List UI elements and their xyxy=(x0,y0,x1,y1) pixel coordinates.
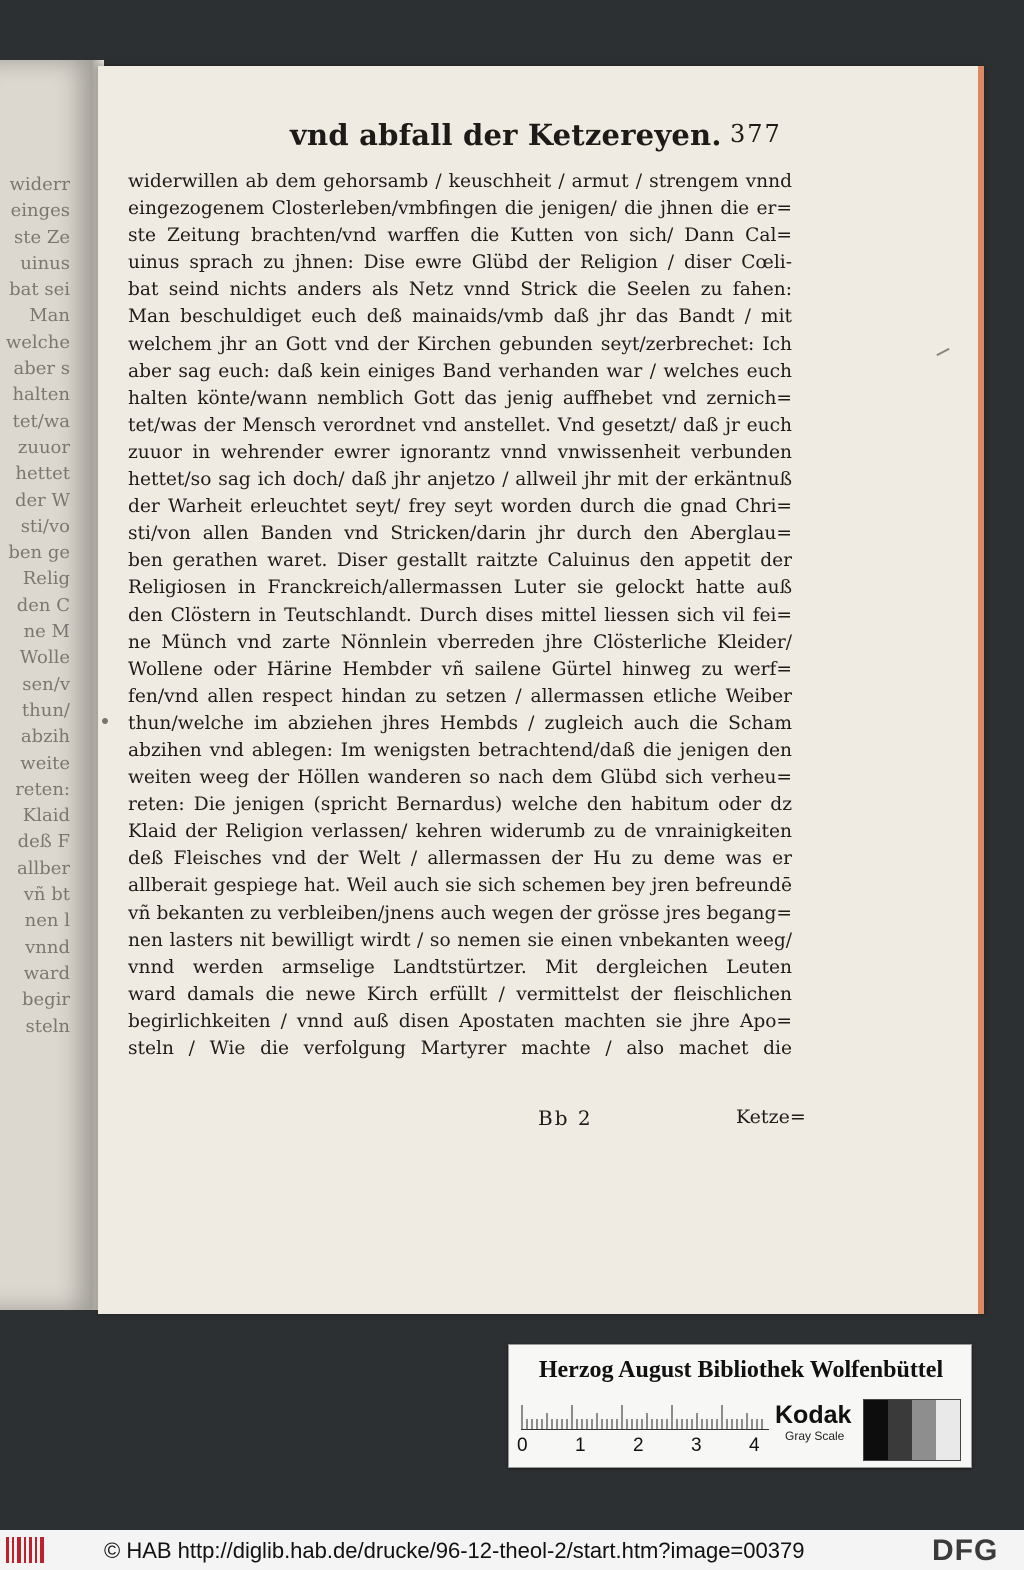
left-page-line: welche xyxy=(5,331,70,353)
scale-ruler xyxy=(521,1403,769,1430)
text-line: den Clöstern in Teutschlandt. Durch dises mittel liessen sich vil fei= xyxy=(128,604,792,626)
text-line: fen/vnd allen respect hindan zu setzen / allermassen etliche Weiber xyxy=(128,685,792,707)
text-line: widerwillen ab dem gehorsamb / keuschheit / armut / strengem vnnd xyxy=(128,171,792,192)
text-line: halten könte/wann nemblich Gott das jenig auffhebet vnd zernich= xyxy=(128,387,792,409)
gray-scale-label: Gray Scale xyxy=(785,1429,845,1443)
scale-label: 2 xyxy=(633,1435,644,1456)
left-page-line: thun/ xyxy=(21,699,70,721)
text-line: nen lasters nit bewilligt wirdt / so nemen sie einen vnbekanten weeg/ xyxy=(128,929,792,951)
page-number: 377 xyxy=(730,120,782,148)
text-line: hettet/so sag ich doch/ daß jhr anjetzo / allweil jhr mit der erkäntnuß xyxy=(128,469,792,491)
text-line: begirlichkeiten / vnnd auß disen Apostaten machten sie jhre Apo= xyxy=(128,1010,792,1032)
barcode-bars-icon xyxy=(6,1537,46,1563)
text-line: Klaid der Religion verlassen/ kehren widerumb zu de vnrainigkeiten xyxy=(128,821,792,843)
gray-swatch xyxy=(936,1400,960,1460)
text-line: tet/was der Mensch verordnet vnd anstellet. Vnd gesetzt/ daß jr euch xyxy=(128,414,792,436)
left-page-line: sen/v xyxy=(22,673,70,695)
text-line: bat seind nichts anders als Netz vnnd Strick die Seelen zu fahen: xyxy=(128,279,792,301)
right-page xyxy=(98,66,984,1314)
left-page-line: einges xyxy=(10,200,70,222)
left-page-line: abzih xyxy=(20,726,70,748)
text-line: welchem jhr an Gott vnd der Kirchen gebunden seyt/zerbrechet: Ich xyxy=(128,333,792,355)
left-page-line: aber s xyxy=(13,358,70,380)
text-line: Man beschuldiget euch deß mainaids/vmb daß jhr das Bandt / mit xyxy=(128,306,792,328)
viewer-footer xyxy=(0,1530,1024,1570)
text-line: ward damals die newe Kirch erfüllt / vermittelst der fleischlichen xyxy=(128,983,792,1005)
left-page-line: Wolle xyxy=(19,647,70,669)
text-line: der Warheit erleuchtet seyt/ frey seyt worden durch die gnad Chri= xyxy=(128,496,792,518)
text-line: vñ bekanten zu verbleiben/jnens auch wegen der grösse jres begang= xyxy=(128,902,792,924)
kodak-brand: Kodak xyxy=(775,1401,852,1429)
text-line: allberait gespiege hat. Weil auch sie sich schemen bey jren befreundē xyxy=(128,875,792,897)
left-page-line: der W xyxy=(14,489,70,511)
gray-swatch xyxy=(888,1400,912,1460)
scale-labels xyxy=(517,1435,777,1459)
left-page-line: widerr xyxy=(9,174,70,195)
left-page-line: tet/wa xyxy=(12,410,70,432)
catchword: Ketze= xyxy=(736,1106,806,1128)
scale-label: 0 xyxy=(517,1435,528,1456)
text-line: zuuor in wehrender ewrer ignorantz vnnd vnwissenheit verbunden xyxy=(128,441,792,463)
left-page-line: ste Ze xyxy=(13,226,70,248)
text-line: Wollene oder Härine Hembder vñ sailene Gürtel hinweg zu werf= xyxy=(128,658,792,680)
left-page-line: steln xyxy=(25,1015,70,1037)
text-line: sti/von allen Banden vnd Stricken/darin jhr durch den Aberglau= xyxy=(128,523,792,545)
left-page-line: Klaid xyxy=(22,805,70,827)
left-page-line: vñ bt xyxy=(23,884,70,906)
text-line: deß Fleisches vnd der Welt / allermassen der Hu zu deme was er xyxy=(128,848,792,870)
text-line: steln / Wie die verfolgung Martyrer machte / also machet die xyxy=(128,1038,792,1059)
text-line: ne Münch vnd zarte Nönnlein vberreden jhre Clösterliche Kleider/ xyxy=(128,631,792,653)
left-page-line: bat sei xyxy=(9,279,70,301)
left-page-line: nen l xyxy=(24,910,70,932)
left-page-text xyxy=(0,172,70,1040)
left-page-line: den C xyxy=(16,594,70,616)
page-header xyxy=(98,118,978,158)
text-line: eingezogenem Closterleben/vmbfingen die jenigen/ die jhnen die er= xyxy=(128,198,792,220)
text-line: ste Zeitung brachten/vnd warffen die Kutten von sich/ Dann Cal= xyxy=(128,225,792,247)
text-line: Religiosen in Franckreich/allermassen Luter sie gelockt hatte auß xyxy=(128,577,792,599)
running-head: vnd abfall der Ketzereyen. xyxy=(290,118,722,152)
left-page-line: ward xyxy=(23,962,70,984)
left-page-line: halten xyxy=(12,384,70,406)
left-page-line: uinus xyxy=(20,252,70,274)
left-page-line: hettet xyxy=(15,463,70,485)
body-text xyxy=(128,168,792,1062)
margin-dot xyxy=(102,718,108,724)
text-line: weiten weeg der Höllen wanderen so nach dem Glübd sich verheu= xyxy=(128,767,792,789)
left-page-line: deß F xyxy=(17,831,70,853)
gray-swatches xyxy=(863,1399,961,1461)
gray-swatch xyxy=(864,1400,888,1460)
left-page-line: zuuor xyxy=(17,436,70,458)
text-line: uinus sprach zu jhnen: Dise ewre Glübd der Religion / diser Cœli- xyxy=(128,252,792,274)
copyright-link[interactable]: © HAB http://diglib.hab.de/drucke/96-12-theol-2/start.htm?image=00379 xyxy=(104,1538,805,1563)
text-line: reten: Die jenigen (spricht Bernardus) welche den habitum oder dz xyxy=(128,794,792,816)
left-page xyxy=(0,60,98,1310)
scale-label: 3 xyxy=(691,1435,702,1456)
left-page-line: Relig xyxy=(22,568,70,590)
left-page-line: Man xyxy=(29,305,70,327)
page-footer xyxy=(98,1106,978,1138)
left-page-line: sti/vo xyxy=(20,515,70,537)
left-page-line: vnnd xyxy=(25,936,70,958)
left-page-line: reten: xyxy=(15,778,70,800)
dfg-logo: DFG xyxy=(932,1534,999,1567)
gray-swatch xyxy=(912,1400,936,1460)
color-target-card xyxy=(508,1344,972,1468)
scale-label: 4 xyxy=(749,1435,760,1456)
left-page-line: begir xyxy=(21,989,70,1011)
left-page-line: weite xyxy=(20,752,70,774)
library-name: Herzog August Bibliothek Wolfenbüttel xyxy=(538,1357,944,1383)
text-line: ben gerathen waret. Diser gestallt raitzte Caluinus den appetit der xyxy=(128,550,792,572)
scale-label: 1 xyxy=(575,1435,586,1456)
left-page-line: ne M xyxy=(23,621,70,643)
text-line: vnnd werden armselige Landtstürtzer. Mit dergleichen Leuten xyxy=(128,956,792,978)
signature-mark: Bb 2 xyxy=(538,1106,593,1130)
margin-mark xyxy=(936,348,949,356)
text-line: thun/welche im abziehen jhres Hembds / zugleich auch die Scham xyxy=(128,712,792,734)
left-page-line: allber xyxy=(16,857,70,879)
text-line: aber sag euch: daß kein einiges Band verhanden war / welches euch xyxy=(128,360,792,382)
text-line: abzihen vnd ablegen: Im wenigsten betrachtend/daß die jenigen den xyxy=(128,739,792,761)
left-page-line: ben ge xyxy=(8,542,70,564)
